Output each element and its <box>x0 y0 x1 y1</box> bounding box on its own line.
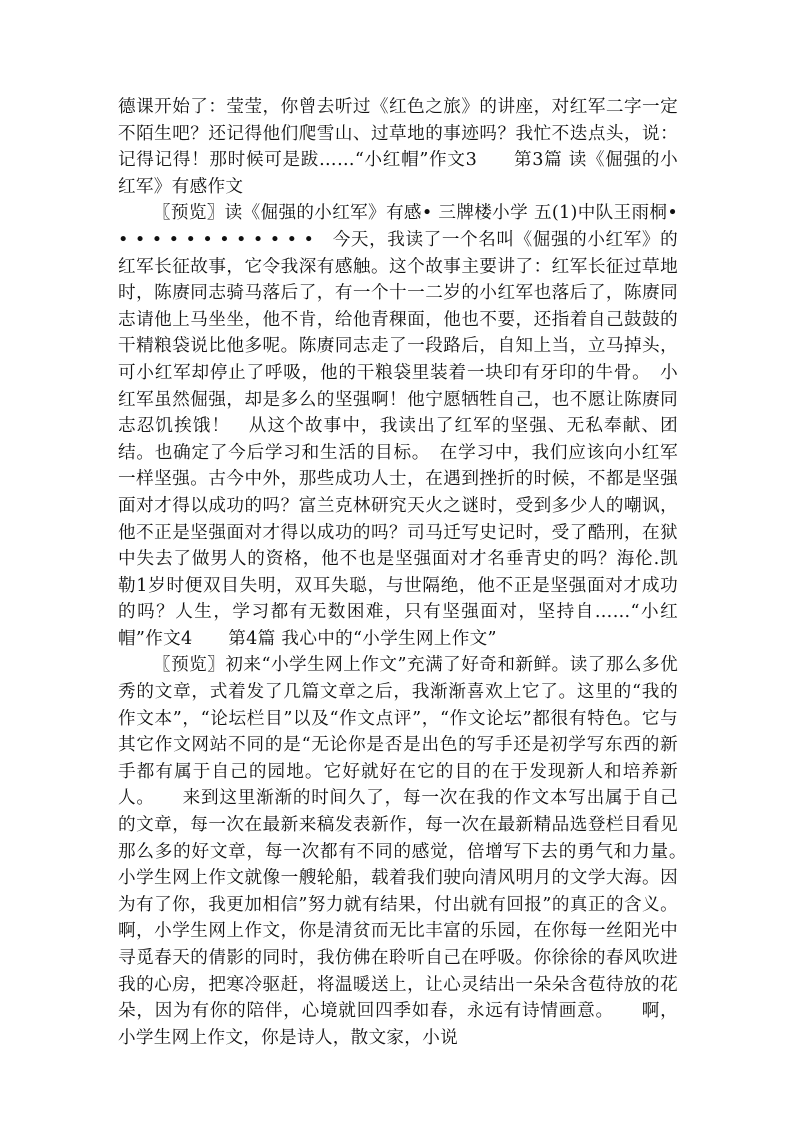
paragraph-1: 德课开始了：莹莹，你曾去听过《红色之旅》的讲座，对红军二字一定不陌生吧？还记得他们爬雪山、过草地的事迹吗？我忙不迭点头，说：记得记得！那时候可是跋……“小红帽”作文3 第3篇 读《倔强的小红军》有感作文 <box>118 97 678 197</box>
document-body <box>118 94 714 1051</box>
paragraph-3: 〖预览〗初来“小学生网上作文”充满了好奇和新鲜。读了那么多优秀的文章，式着发了几篇文章之后，我渐渐喜欢上它了。这里的“我的作文本”，“论坛栏目”以及“作文点评”，“作文论坛”都很有特色。它与其它作文网站不同的是“无论你是否是出色的写手还是初学写东西的新手都有属于自己的园地。它好就好在它的目的在于发现新人和培养新人。 来到这里渐渐的时间久了，每一次在我的作文本写出属于自己的文章，每一次在最新来稿发表新作，每一次在最新精品选登栏目看见那么多的好文章，每一次都有不同的感觉，倍增写下去的勇气和力量。 小学生网上作文就像一艘轮船，载着我们驶向清风明月的文学大海。因为有了你，我更加相信”努力就有结果，付出就有回报”的真正的含义。啊，小学生网上作文，你是清贫而无比丰富的乐园，在你每一丝阳光中寻觅春天的倩影的同时，我仿佛在聆听自己在呼吸。你徐徐的春风吹进我的心房，把寒冷驱赶，将温暖送上，让心灵结出一朵朵含苞待放的花朵，因为有你的陪伴，心境就回四季如春，永远有诗情画意。 啊，小学生网上作文，你是诗人，散文家，小说 <box>118 655 714 1048</box>
paragraph-2: 〖预览〗读《倔强的小红军》有感• 三牌楼小学 五(1)中队王雨桐• • • • • • • • • • • • • 今天，我读了一个名叫《倔强的小红军》的红军长征故事，它令我深有感触。这个故事主要讲了：红军长征过草地时，陈赓同志骑马落后了，有一个十一二岁的小红军也落后了，陈赓同志请他上马坐坐，他不肯，给他青稞面，他也不要，还指着自己鼓鼓的干精粮袋说比他多呢。陈赓同志走了一段路后，自知上当，立马掉头，可小红军却停止了呼吸，他的干粮袋里装着一块印有牙印的牛骨。 小红军虽然倔强，却是多么的坚强啊！他宁愿牺牲自己，也不愿让陈赓同志忍饥挨饿！ 从这个故事中，我读出了红军的坚强、无私奉献、团结。也确定了今后学习和生活的目标。 在学习中，我们应该向小红军一样坚强。古今中外，那些成功人士，在遇到挫折的时候，不都是坚强面对才得以成功的吗？富兰克林研究天火之谜时，受到多少人的嘲讽，他不正是坚强面对才得以成功的吗？司马迁写史记时，受了酷刑，在狱中失去了做男人的资格，他不也是坚强面对才名垂青史的吗？海伦.凯勒1岁时便双目失明，双耳失聪，与世隔绝，他不正是坚强面对才成功的吗？人生，学习都有无数困难，只有坚强面对，坚持自……“小红帽”作文4 第4篇 我心中的“小学生网上作文” <box>118 203 678 649</box>
